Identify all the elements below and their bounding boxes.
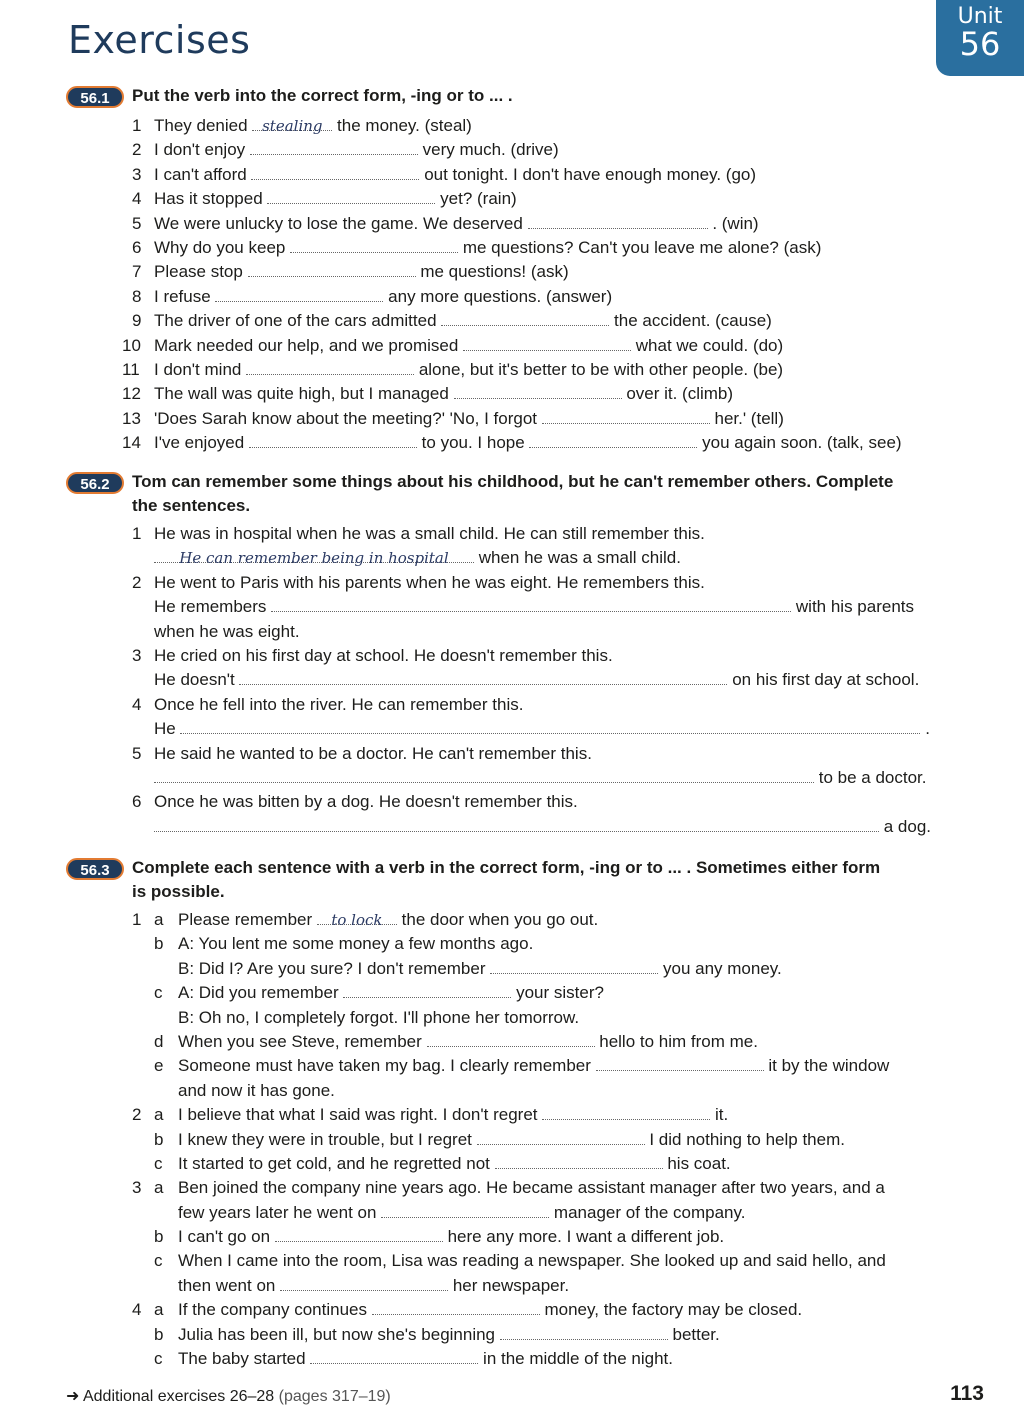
exercise-item (66, 114, 946, 138)
item-prefix: Please remember (178, 910, 313, 929)
item-letter: a (154, 1105, 164, 1125)
item-letter: c (154, 983, 163, 1003)
item-prefix: A: Did you remember (178, 983, 339, 1003)
item-number: 6 (132, 792, 142, 812)
item-suffix: the money. (steal) (337, 116, 472, 135)
item-suffix: his coat. (667, 1153, 731, 1173)
exercise-item (66, 1298, 946, 1322)
item-letter: b (154, 934, 164, 954)
item-text (154, 212, 759, 236)
item-number: 3 (132, 645, 142, 665)
answer-blank[interactable] (239, 668, 727, 685)
item-text (154, 407, 784, 431)
exercise-item (66, 1030, 946, 1054)
exercise-item (66, 382, 946, 406)
item-letter: c (154, 1251, 163, 1271)
exercise-item (66, 358, 946, 382)
exercise-item (66, 1128, 946, 1152)
answer-line (66, 595, 946, 619)
exercise-item (66, 334, 946, 358)
item-question: He cried on his first day at school. He doesn't remember this. (154, 645, 613, 665)
item-number: 5 (132, 213, 142, 233)
item-text (154, 309, 772, 333)
answer-text (154, 595, 914, 619)
item-prefix: They denied (154, 116, 248, 135)
answer-blank[interactable] (500, 1323, 668, 1340)
exercise-instruction (66, 84, 946, 108)
instruction-text: Complete each sentence with a verb in the correct form, -ing or to ... . Sometimes either form (132, 858, 881, 877)
instruction-text: the sentences. (132, 496, 251, 515)
exercise-item (66, 1152, 946, 1176)
answer-line (66, 815, 946, 839)
item-text (178, 1176, 885, 1200)
item-suffix: what we could. (do) (635, 335, 784, 355)
exercise-item (66, 693, 946, 717)
answer-suffix: a dog. (883, 816, 931, 836)
item-suffix: money, the factory may be closed. (544, 1300, 803, 1320)
answer-suffix: with his parents (795, 597, 915, 617)
item-text (178, 1323, 720, 1347)
item-letter: e (154, 1056, 164, 1076)
item-number: 7 (132, 262, 142, 282)
item-text (154, 260, 569, 284)
item-suffix: me questions! (ask) (420, 262, 569, 282)
item-prefix: Julia has been ill, but now she's beginning (178, 1324, 496, 1344)
answer-prefix: He (154, 719, 176, 739)
item-text (178, 957, 782, 981)
item-text (178, 1201, 745, 1225)
answer-suffix: when he was a small child. (478, 548, 681, 568)
item-prefix: Someone must have taken my bag. I clearly remember (178, 1056, 591, 1076)
answer-blank[interactable] (477, 1128, 645, 1145)
answer-blank[interactable] (343, 981, 511, 998)
answer-blank[interactable] (542, 407, 710, 424)
item-prefix: The wall was quite high, but I managed (154, 384, 449, 404)
page-number: 113 (950, 1382, 984, 1405)
item-question: He was in hospital when he was a small child. He can still remember this. (154, 524, 705, 543)
item-text (178, 908, 598, 932)
item-letter: c (154, 1153, 163, 1173)
exercise-item (66, 742, 946, 766)
item-prefix: We were unlucky to lose the game. We deserved (154, 213, 523, 233)
item-suffix: over it. (climb) (626, 384, 734, 404)
item-suffix: yet? (rain) (440, 189, 517, 209)
item-text (154, 334, 783, 358)
answer-blank[interactable] (310, 1347, 478, 1364)
answer-blank[interactable] (275, 1225, 443, 1242)
answer-blank[interactable] (251, 163, 419, 180)
answer-suffix: to be a doctor. (818, 767, 927, 787)
answer-suffix: on his first day at school. (732, 670, 920, 690)
handwritten-answer: to lock (331, 911, 383, 929)
item-text (178, 1274, 569, 1298)
answer-blank[interactable] (215, 285, 383, 302)
item-suffix: very much. (drive) (422, 140, 559, 160)
item-number: 8 (132, 286, 142, 306)
exercise-item (66, 932, 946, 956)
item-letter: b (154, 1324, 164, 1344)
item-text (154, 187, 517, 211)
exercise-item (66, 309, 946, 333)
item-prefix: I knew they were in trouble, but I regret (178, 1129, 472, 1149)
answer-blank[interactable] (381, 1201, 549, 1218)
unit-number: 56 (959, 25, 1001, 63)
answer-blank[interactable] (372, 1298, 540, 1315)
item-suffix: manager of the company. (553, 1202, 746, 1222)
exercise-item (66, 138, 946, 162)
item-text (154, 138, 559, 162)
item-question: Once he was bitten by a dog. He doesn't remember this. (154, 792, 578, 812)
unit-tab (936, 0, 1024, 76)
exercise-item (66, 644, 946, 668)
item-prefix: The baby started (178, 1349, 306, 1369)
answer-blank[interactable] (529, 431, 697, 448)
item-suffix: better. (672, 1324, 720, 1344)
item-suffix: hello to him from me. (599, 1031, 758, 1051)
item-prefix: When you see Steve, remember (178, 1031, 422, 1051)
item-prefix: A: You lent me some money a few months ago. (178, 934, 534, 954)
item-number: 6 (132, 237, 142, 257)
item-number: 10 (122, 335, 141, 355)
exercise-item (66, 407, 946, 431)
exercise-item (66, 1225, 946, 1249)
item-prefix: I can't afford (154, 164, 247, 184)
item-prefix: and now it has gone. (178, 1080, 335, 1100)
answer-blank[interactable] (248, 260, 416, 277)
answer-blank[interactable] (154, 546, 474, 568)
item-question: Once he fell into the river. He can remember this. (154, 694, 524, 714)
item-number: 4 (132, 189, 142, 209)
exercise-item (66, 957, 946, 981)
item-number: 3 (132, 1178, 142, 1198)
item-number: 1 (132, 116, 142, 135)
answer-line (66, 668, 946, 692)
answer-line (66, 766, 946, 790)
item-prefix: I can't go on (178, 1227, 271, 1247)
answer-blank[interactable] (441, 309, 609, 326)
instruction-text: Put the verb into the correct form, -ing or to ... . (132, 86, 513, 105)
item-prefix: few years later he went on (178, 1202, 377, 1222)
answer-blank[interactable] (427, 1030, 595, 1047)
item-prefix: When I came into the room, Lisa was reading a newspaper. She looked up and said hello, and (178, 1251, 886, 1271)
item-suffix: in the middle of the night. (483, 1349, 674, 1369)
item-text (178, 1030, 758, 1054)
item-suffix: the accident. (cause) (614, 311, 772, 331)
item-text (154, 236, 821, 260)
item-suffix: it by the window (768, 1056, 890, 1076)
item-number: 4 (132, 694, 142, 714)
answer-blank[interactable] (596, 1054, 764, 1071)
item-suffix: . (win) (712, 213, 759, 233)
exercise-item (66, 260, 946, 284)
item-prefix: I don't enjoy (154, 140, 246, 160)
answer-blank[interactable] (246, 358, 414, 375)
answer-blank[interactable] (542, 1103, 710, 1120)
arrow-right-icon: ➜ (66, 1388, 80, 1405)
item-letter: c (154, 1349, 163, 1369)
item-letter: b (154, 1129, 164, 1149)
answer-continuation: when he was eight. (154, 621, 300, 641)
item-letter: a (154, 1178, 164, 1198)
footer-pages: (pages 317–19) (278, 1388, 391, 1405)
exercise-item (66, 1274, 946, 1298)
exercise-badge: 56.3 (66, 858, 124, 880)
exercise-item (66, 236, 946, 260)
item-prefix: If the company continues (178, 1300, 368, 1320)
item-suffix: out tonight. I don't have enough money. (go) (424, 164, 757, 184)
exercise-item (66, 981, 946, 1005)
item-number: 1 (132, 524, 142, 543)
answer-text (154, 546, 681, 570)
exercise-item (66, 1006, 946, 1030)
item-text (178, 981, 604, 1005)
exercise-instruction (66, 470, 946, 518)
handwritten-answer: stealing (262, 117, 323, 135)
item-prefix: then went on (178, 1275, 276, 1295)
exercise-56-2 (66, 470, 946, 839)
item-number: 13 (122, 408, 141, 428)
item-prefix: I don't mind (154, 359, 242, 379)
answer-blank[interactable] (290, 236, 458, 253)
answer-blank[interactable] (154, 815, 879, 832)
answer-blank[interactable] (267, 187, 435, 204)
exercise-item (66, 522, 946, 546)
answer-blank[interactable] (271, 595, 791, 612)
item-number: 1 (132, 910, 142, 929)
answer-blank[interactable] (180, 717, 920, 734)
exercise-item (66, 1054, 946, 1078)
item-suffix: the door when you go out. (401, 910, 599, 929)
item-suffix: her newspaper. (452, 1275, 570, 1295)
exercise-item (66, 163, 946, 187)
answer-prefix: He remembers (154, 597, 267, 617)
exercise-item (66, 285, 946, 309)
item-text (178, 1225, 724, 1249)
item-prefix: B: Did I? Are you sure? I don't remember (178, 958, 486, 978)
exercise-56-1 (66, 84, 946, 455)
answer-blank[interactable] (249, 431, 417, 448)
item-text (154, 285, 612, 309)
exercise-item (66, 212, 946, 236)
item-text (178, 1006, 579, 1030)
exercise-item (66, 1103, 946, 1127)
exercise-item (66, 790, 946, 814)
exercise-56-3 (66, 856, 946, 1371)
item-prefix: B: Oh no, I completely forgot. I'll phone her tomorrow. (178, 1007, 580, 1027)
item-letter: b (154, 1227, 164, 1247)
item-number: 11 (122, 359, 140, 379)
exercise-item (66, 1201, 946, 1225)
item-letter: a (154, 910, 164, 929)
item-number: 9 (132, 311, 142, 331)
answer-blank[interactable] (280, 1274, 448, 1291)
answer-blank[interactable] (154, 766, 814, 783)
exercise-item (66, 1249, 946, 1273)
exercise-item (66, 187, 946, 211)
item-suffix: you any money. (662, 958, 782, 978)
item-number: 14 (122, 433, 141, 453)
page-title: Exercises (68, 18, 251, 62)
answer-blank[interactable] (252, 114, 332, 135)
item-suffix: here any more. I want a different job. (447, 1227, 725, 1247)
item-suffix: your sister? (516, 983, 604, 1003)
item-suffix: you again soon. (talk, see) (702, 433, 902, 453)
item-question: He said he wanted to be a doctor. He can't remember this. (154, 743, 592, 763)
answer-blank[interactable] (495, 1152, 663, 1169)
item-letter: a (154, 1300, 164, 1320)
instruction-text: is possible. (132, 882, 225, 901)
answer-blank[interactable] (317, 908, 397, 929)
answer-blank[interactable] (250, 138, 418, 155)
item-prefix: Ben joined the company nine years ago. He became assistant manager after two years, and a (178, 1178, 885, 1198)
exercise-item (66, 571, 946, 595)
answer-suffix: . (925, 719, 930, 739)
item-text (178, 1128, 845, 1152)
item-suffix: any more questions. (answer) (388, 286, 613, 306)
handwritten-answer: He can remember being in hospital (179, 549, 449, 568)
item-suffix: it. (714, 1105, 729, 1125)
exercise-item (66, 431, 946, 455)
answer-line (66, 620, 946, 644)
footer-link[interactable]: Additional exercises 26–28 (82, 1388, 275, 1405)
exercise-item (66, 1347, 946, 1371)
exercise-item (66, 1176, 946, 1200)
item-text (154, 382, 733, 406)
item-text (178, 1347, 673, 1371)
item-suffix: alone, but it's better to be with other people. (be) (418, 359, 784, 379)
item-question: He went to Paris with his parents when he was eight. He remembers this. (154, 572, 705, 592)
item-prefix: It started to get cold, and he regretted not (178, 1153, 490, 1173)
answer-line (66, 546, 946, 570)
item-suffix: to you. I hope (421, 433, 525, 453)
answer-text (154, 668, 919, 692)
item-suffix: me questions? Can't you leave me alone? (ask) (462, 237, 822, 257)
item-text (178, 1298, 802, 1322)
item-text (154, 431, 902, 455)
item-text (154, 163, 756, 187)
answer-line (66, 717, 946, 741)
unit-label: Unit (957, 4, 1003, 29)
answer-text (154, 815, 931, 839)
item-prefix: Mark needed our help, and we promised (154, 335, 459, 355)
answer-prefix: He doesn't (154, 670, 235, 690)
answer-blank[interactable] (463, 334, 631, 351)
instruction-text: Tom can remember some things about his childhood, but he can't remember others. Complete (132, 472, 894, 491)
exercise-item (66, 908, 946, 932)
item-text (154, 358, 783, 382)
item-number: 2 (132, 140, 142, 160)
item-prefix: I've enjoyed (154, 433, 245, 453)
item-text (178, 1054, 889, 1078)
item-number: 3 (132, 164, 142, 184)
item-number: 12 (122, 384, 141, 404)
answer-blank[interactable] (528, 212, 708, 229)
item-text (178, 1249, 886, 1273)
exercise-instruction (66, 856, 946, 904)
item-number: 2 (132, 1105, 142, 1125)
answer-blank[interactable] (490, 957, 658, 974)
footer-reference[interactable] (66, 1386, 391, 1406)
item-prefix: I refuse (154, 286, 211, 306)
item-prefix: The driver of one of the cars admitted (154, 311, 437, 331)
item-letter: d (154, 1031, 164, 1051)
item-text (154, 114, 472, 138)
exercise-item (66, 1323, 946, 1347)
exercise-badge: 56.1 (66, 86, 124, 108)
item-prefix: 'Does Sarah know about the meeting?' 'No, I forgot (154, 408, 538, 428)
item-number: 5 (132, 743, 142, 763)
item-text (178, 932, 533, 956)
item-suffix: I did nothing to help them. (649, 1129, 845, 1149)
item-suffix: her.' (tell) (714, 408, 784, 428)
item-text (178, 1103, 728, 1127)
answer-blank[interactable] (454, 382, 622, 399)
item-prefix: I believe that what I said was right. I don't regret (178, 1105, 538, 1125)
item-prefix: Please stop (154, 262, 243, 282)
exercise-item (66, 1079, 946, 1103)
item-prefix: Why do you keep (154, 237, 286, 257)
answer-text (154, 717, 930, 741)
exercise-badge: 56.2 (66, 472, 124, 494)
item-text (178, 1079, 335, 1103)
item-text (178, 1152, 731, 1176)
item-prefix: Has it stopped (154, 189, 263, 209)
answer-text (154, 766, 926, 790)
item-number: 4 (132, 1300, 142, 1320)
item-number: 2 (132, 572, 142, 592)
